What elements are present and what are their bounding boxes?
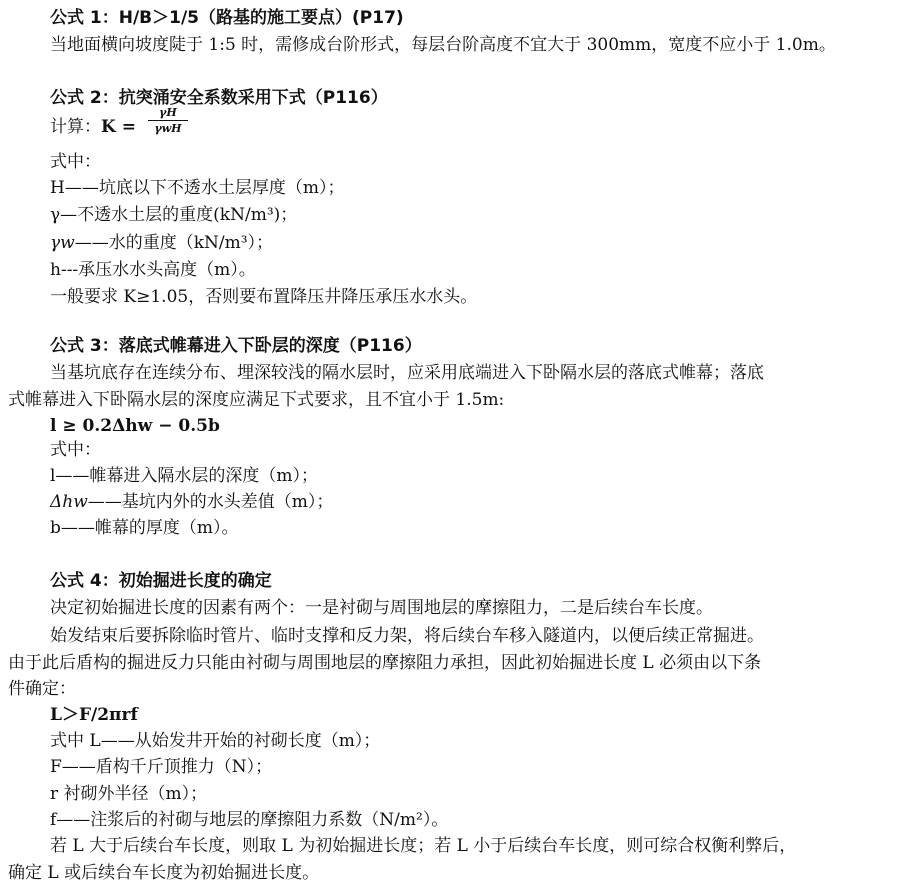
formula-3-para-2: 式帷幕进入下卧隔水层的深度应满足下式要求，且不宜小于 1.5m: xyxy=(8,390,505,410)
formula-3-heading: 公式 3：落底式帷幕进入下卧层的深度（P116） xyxy=(50,336,422,356)
formula-2-def-h: H——坑底以下不透水土层厚度（m）； xyxy=(50,178,345,198)
formula-1-text: 当地面横向坡度陡于 1:5 时，需修成台阶形式，每层台阶高度不宜大于 300mm，宽度不应小于 1.0m。 xyxy=(50,35,836,55)
formula-3-expression: l ≥ 0.2Δhw − 0.5b xyxy=(50,416,220,436)
formula-4-heading: 公式 4：初始掘进长度的确定 xyxy=(50,571,272,591)
calc-label: 计算： xyxy=(50,117,101,137)
formula-3-def-b: b——帷幕的厚度（m）。 xyxy=(50,518,239,538)
formula-4-def-f: F——盾构千斤顶推力（N）； xyxy=(50,757,273,777)
formula-3-para-1: 当基坑底存在连续分布、埋深较浅的隔水层时，应采用底端进入下卧隔水层的落底式帷幕；落底 xyxy=(50,363,764,383)
formula-2-def-head: h---承压水水头高度（m）。 xyxy=(50,260,256,280)
formula-3-where: 式中： xyxy=(50,440,101,460)
gamma-w-symbol: γw xyxy=(50,233,75,253)
gamma-w-text: ——水的重度（kN/m³）； xyxy=(74,233,274,253)
formula-3-def-dhw xyxy=(50,490,333,514)
formula-4-def-l: 式中 L——从始发井开始的衬砌长度（m）； xyxy=(50,731,381,751)
formula-2-calc xyxy=(50,115,136,139)
formula-k: K = xyxy=(101,117,136,137)
formula-4-para-3a: 若 L 大于后续台车长度，则取 L 为初始掘进长度；若 L 小于后续台车长度，则可综合权衡利弊后， xyxy=(50,836,797,856)
formula-4-para-1: 决定初始掘进长度的因素有两个：一是衬砌与周围地层的摩擦阻力，二是后续台车长度。 xyxy=(50,598,713,618)
fraction-denominator: γwH xyxy=(154,122,182,135)
formula-4-para-2c: 件确定： xyxy=(8,679,76,699)
formula-1-heading: 公式 1：H/B＞1/5（路基的施工要点）(P17) xyxy=(50,8,404,28)
formula-2-def-gamma: γ—不透水土层的重度(kN/m³)； xyxy=(50,205,298,225)
formula-4-para-3b: 确定 L 或后续台车长度为初始掘进长度。 xyxy=(8,863,320,883)
formula-3-def-l: l——帷幕进入隔水层的深度（m）； xyxy=(50,466,319,486)
formula-2-fraction xyxy=(148,107,188,135)
formula-4-def-r: r 衬砌外半径（m）； xyxy=(50,784,208,804)
formula-4-para-2b: 由于此后盾构的掘进反力只能由衬砌与周围地层的摩擦阻力承担，因此初始掘进长度 L 必须由以下条 xyxy=(8,653,762,673)
formula-2-requirement: 一般要求 K≥1.05，否则要布置降压井降压承压水水头。 xyxy=(50,287,478,307)
formula-4-def-friction: f——注浆后的衬砌与地层的摩擦阻力系数（N/m²）。 xyxy=(50,810,449,830)
formula-2-heading: 公式 2：抗突涌安全系数采用下式（P116） xyxy=(50,88,388,108)
formula-2-where: 式中： xyxy=(50,152,101,172)
formula-2-def-gamma-w xyxy=(50,231,273,255)
formula-4-expression: L＞F/2πrf xyxy=(50,705,138,725)
formula-4-para-2a: 始发结束后要拆除临时管片、临时支撑和反力架，将后续台车移入隧道内，以便后续正常掘进。 xyxy=(50,626,764,646)
delta-hw-symbol: Δhw xyxy=(50,492,88,512)
fraction-numerator: γH xyxy=(148,107,188,121)
delta-hw-text: ——基坑内外的水头差值（m）； xyxy=(87,492,334,512)
